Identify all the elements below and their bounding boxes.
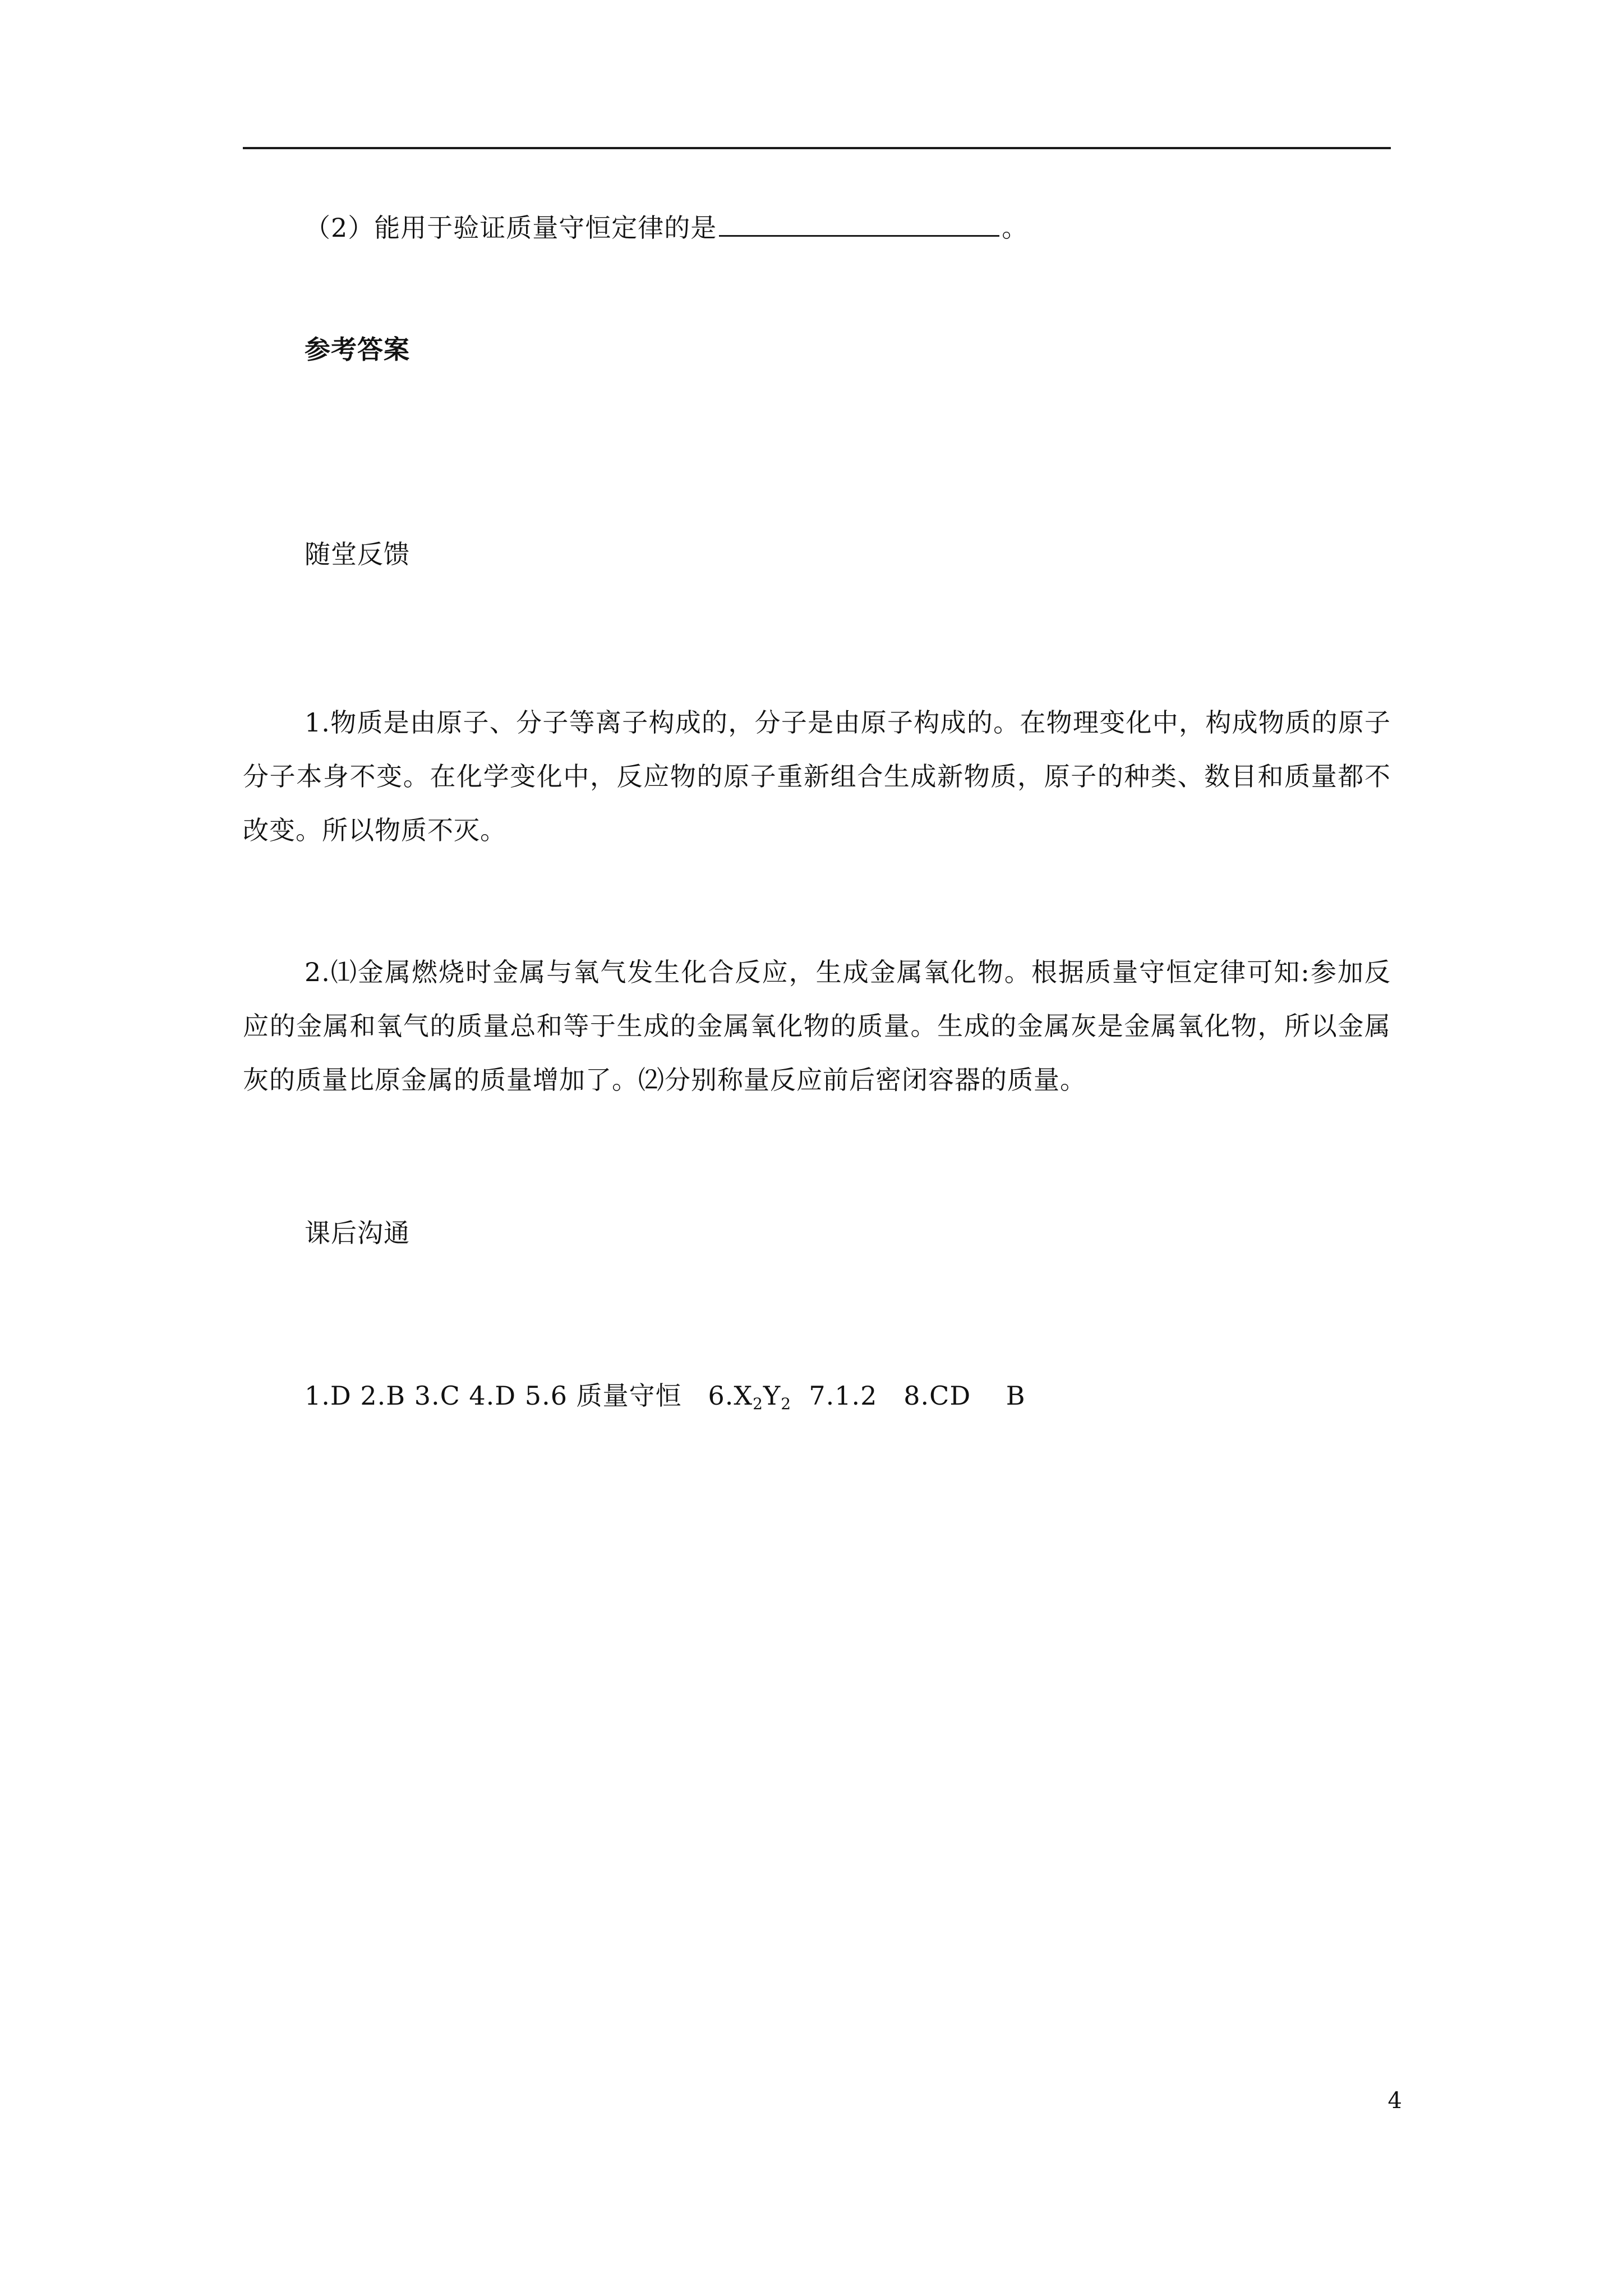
after-class-answers	[305, 1369, 1370, 1431]
page-number: 4	[1387, 2088, 1402, 2114]
question-2-text: （2）能用于验证质量守恒定律的是	[305, 213, 717, 243]
answer-blank-line	[719, 210, 999, 237]
after-class-heading: 课后沟通	[305, 1218, 410, 1248]
in-class-feedback-heading: 随堂反馈	[305, 539, 410, 569]
header-divider	[243, 147, 1391, 149]
feedback-answer-1: 1.物质是由原子、分子等离子构成的，分子是由原子构成的。在物理变化中，构成物质的原子分子本身不变。在化学变化中，反应物的原子重新组合生成新物质，原子的种类、数目和质量都不改变。所以物质不灭。	[243, 707, 1391, 845]
question-2-fill-blank	[305, 201, 1370, 255]
question-2-suffix: 。	[1002, 213, 1029, 243]
subscript-y: 2	[781, 1395, 792, 1413]
subscript-x: 2	[753, 1395, 763, 1413]
answers-part-1: 1.D 2.B 3.C 4.D 5.6 质量守恒 6.X	[305, 1381, 753, 1411]
answers-y: Y	[763, 1381, 781, 1411]
reference-answers-heading: 参考答案	[305, 334, 410, 365]
feedback-answer-2: 2.⑴金属燃烧时金属与氧气发生化合反应，生成金属氧化物。根据质量守恒定律可知:参加反应的金属和氧气的质量总和等于生成的金属氧化物的质量。生成的金属灰是金属氧化物，所以金属灰的质量比原金属的质量增加了。⑵分别称量反应前后密闭容器的质量。	[243, 957, 1391, 1095]
answers-part-2: 7.1.2 8.CD B	[791, 1381, 1026, 1411]
